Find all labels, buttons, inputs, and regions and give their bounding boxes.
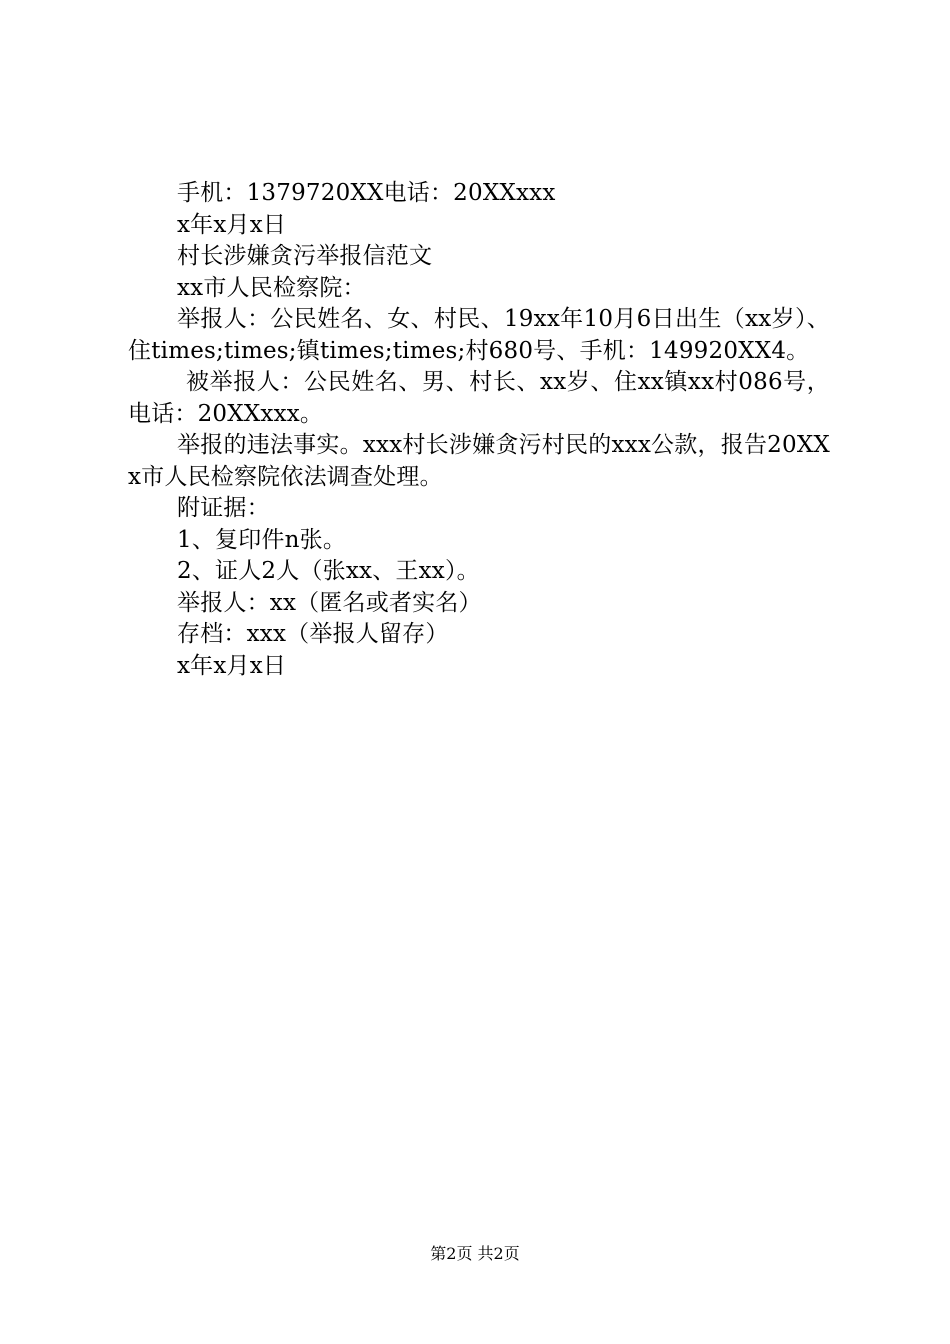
date-line-bottom: x年x月x日 [177,652,287,679]
evidence-item-2: 2、证人2人（张xx、王xx）。 [177,558,480,584]
evidence-heading: 附证据： [177,495,270,521]
signature-line: 举报人：xx（匿名或者实名） [177,589,482,616]
accused-paragraph: 被举报人：公民姓名、男、村长、xx岁、住xx镇xx村086号，电话：20XXxxx。 [128,369,830,427]
addressee-line: xx市人民检察院： [177,274,366,301]
page-footer [0,1243,950,1265]
reporter-paragraph: 举报人：公民姓名、女、村民、19xx年10月6日出生（xx岁）、住times;times;镇times;times;村680号、手机：149920XX4。 [128,306,830,364]
date-line-top: x年x月x日 [177,211,287,238]
document-body [128,178,830,682]
evidence-item-1: 1、复印件n张。 [177,526,347,553]
document-title: 村长涉嫌贪污举报信范文 [177,243,433,269]
facts-paragraph: 举报的违法事实。xxx村长涉嫌贪污村民的xxx公款，报告20XXx市人民检察院依法调查处理。 [128,432,830,490]
contact-line: 手机：1379720XX电话：20XXxxx [177,180,556,206]
archive-line: 存档：xxx（举报人留存） [177,621,449,647]
page-indicator: 第2页 共2页 [430,1244,520,1263]
